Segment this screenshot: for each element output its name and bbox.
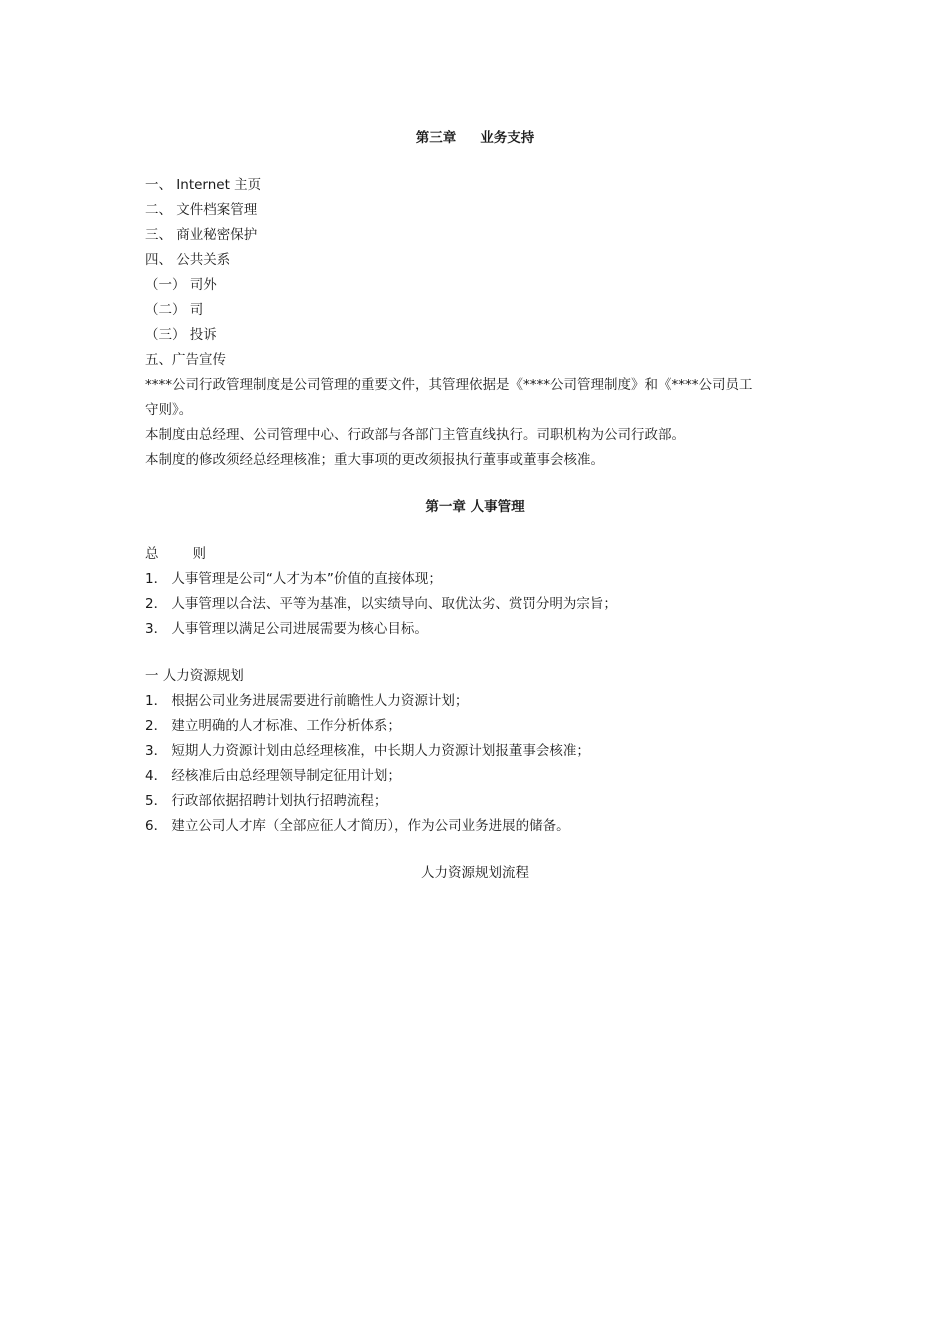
chapter1-heading: 第一章 人事管理 — [425, 499, 525, 515]
chapter3-paragraph-1-line-2: 守则》。 — [145, 402, 193, 418]
chapter3-heading-number: 第三章 — [415, 130, 457, 146]
general-provisions-label — [145, 545, 206, 563]
general-item-3: 3． 人事管理以满足公司进展需要为核心目标。 — [145, 621, 428, 637]
section1-item-1: 1． 根据公司业务进展需要进行前瞻性人力资源计划； — [145, 693, 469, 709]
general-item-1: 1． 人事管理是公司“人才为本”价值的直接体现； — [145, 571, 442, 587]
section1-title: 一 人力资源规划 — [145, 668, 244, 684]
chapter3-item-5: 五、广告宣传 — [145, 352, 226, 368]
chapter3-subitem-3: （三） 投诉 — [145, 327, 217, 343]
chapter3-item-2: 二、 文件档案管理 — [145, 202, 258, 218]
section1-item-4: 4． 经核准后由总经理领导制定征用计划； — [145, 768, 401, 784]
chapter3-paragraph-2: 本制度由总经理、公司管理中心、行政部与各部门主管直线执行。司职机构为公司行政部。 — [145, 427, 685, 443]
general-label-part-a: 总 — [145, 546, 159, 562]
chapter3-subitem-1: （一） 司外 — [145, 277, 217, 293]
flow-title: 人力资源规划流程 — [421, 865, 529, 881]
chapter3-paragraph-3: 本制度的修改须经总经理核准；重大事项的更改须报执行董事或董事会核准。 — [145, 452, 604, 468]
section1-item-6: 6． 建立公司人才库（全部应征人才简历），作为公司业务进展的储备。 — [145, 818, 570, 834]
general-item-2: 2． 人事管理以合法、平等为基准，以实绩导向、取优汰劣、赏罚分明为宗旨； — [145, 596, 617, 612]
chapter3-paragraph-1-line-1: ****公司行政管理制度是公司管理的重要文件，其管理依据是《****公司管理制度》和《****公司员工 — [145, 377, 753, 393]
section1-item-5: 5． 行政部依据招聘计划执行招聘流程； — [145, 793, 388, 809]
chapter3-item-4: 四、 公共关系 — [145, 252, 231, 268]
general-label-part-b: 则 — [192, 546, 206, 562]
chapter3-heading-title: 业务支持 — [480, 130, 535, 146]
chapter3-subitem-2: （二） 司 — [145, 302, 204, 318]
chapter3-item-1: 一、 Internet 主页 — [145, 177, 262, 193]
chapter3-heading — [0, 129, 950, 147]
section1-item-3: 3． 短期人力资源计划由总经理核准，中长期人力资源计划报董事会核准； — [145, 743, 590, 759]
section1-item-2: 2． 建立明确的人才标准、工作分析体系； — [145, 718, 401, 734]
chapter3-item-3: 三、 商业秘密保护 — [145, 227, 258, 243]
